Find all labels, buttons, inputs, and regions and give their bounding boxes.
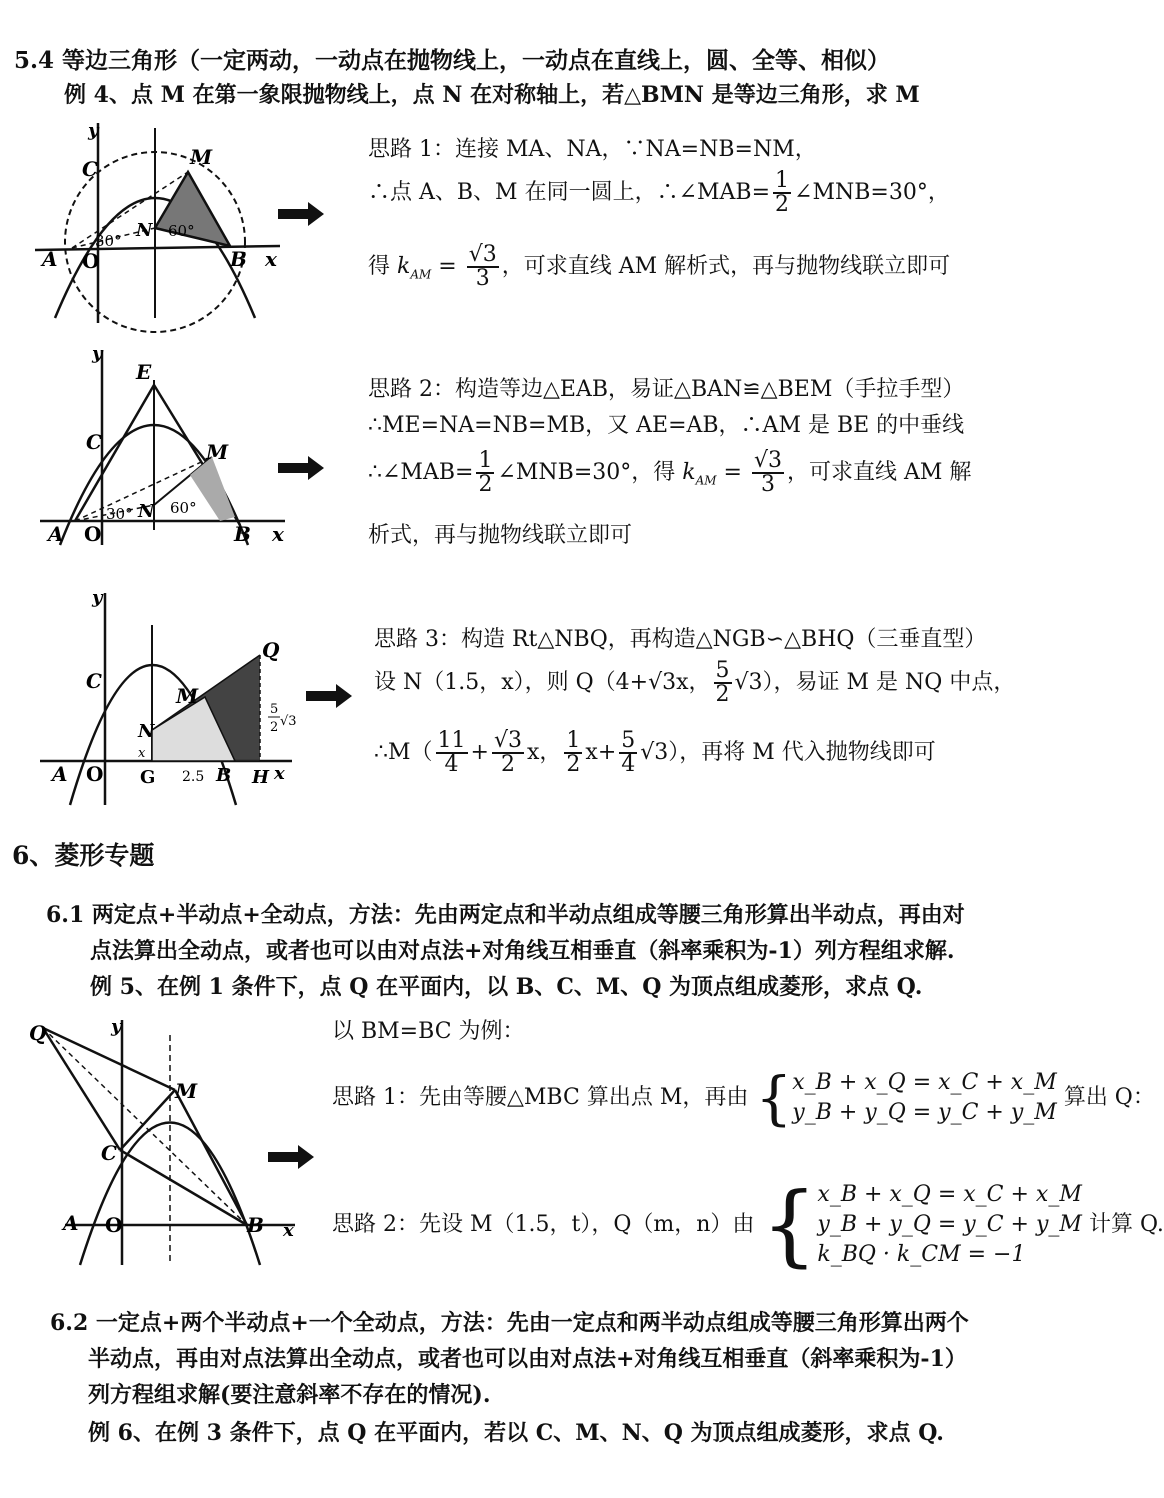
arrow-icon bbox=[268, 1145, 314, 1169]
arrow-icon bbox=[306, 684, 352, 708]
point-b-label-2: B bbox=[234, 522, 251, 546]
point-o-label-3: O bbox=[86, 762, 104, 786]
label-5-over-2-den: 2 bbox=[270, 720, 279, 735]
x-axis-label-3: x bbox=[274, 763, 285, 784]
section-6-heading: 6、菱形专题 bbox=[12, 841, 155, 870]
point-g-label: G bbox=[140, 767, 156, 788]
point-o-label-2: O bbox=[84, 522, 102, 546]
point-m-label-4: M bbox=[175, 1079, 198, 1103]
point-b-label: B bbox=[230, 247, 247, 271]
point-n-label-3: N bbox=[138, 721, 155, 742]
label-5-over-2-num: 5 bbox=[270, 702, 279, 717]
point-o-label-4: O bbox=[105, 1213, 123, 1237]
figure-circle-parabola bbox=[30, 118, 300, 328]
angle-60-label-2: 60° bbox=[170, 499, 197, 517]
idea3-line1: 思路 3：构造 Rt△NBQ，再构造△NGB∽△BHQ（三垂直型） bbox=[374, 627, 987, 652]
point-b-label-4: B bbox=[247, 1213, 264, 1237]
figure-equilateral-eab bbox=[30, 345, 300, 550]
label-sqrt3: √3 bbox=[280, 714, 297, 729]
point-q-label-3: Q bbox=[262, 638, 280, 662]
x-axis-label-2: x bbox=[272, 522, 284, 546]
idea3-line2: 设 N（1.5，x），则 Q（4+√3x， $\frac{5}{2}$ √3），易证 M 是 NQ 中点， bbox=[374, 658, 1016, 707]
point-a-label-3: A bbox=[52, 762, 68, 786]
x-value-label: x bbox=[138, 746, 146, 761]
ex5-idea2: 思路 2：先设 M（1.5，t），Q（m，n）由 { x_B + x_Q = x_C + x_M y_B + y_Q = y_C + y_M k_BQ · k_CM = −1 计算 Q. bbox=[332, 1173, 1164, 1276]
angle-30-label-2: 30° bbox=[106, 505, 133, 523]
s62-line3: 列方程组求解(要注意斜率不存在的情况). bbox=[88, 1382, 491, 1408]
example-4-text: 例 4、点 M 在第一象限抛物线上，点 N 在对称轴上，若△BMN 是等边三角形，求 M bbox=[64, 82, 920, 108]
idea2-line2: ∴ME=NA=NB=MB，又 AE=AB，∴AM 是 BE 的中垂线 bbox=[368, 413, 965, 438]
point-a-label-4: A bbox=[63, 1211, 79, 1235]
point-c-label: C bbox=[82, 157, 98, 181]
figure-rhombus-bmcq bbox=[25, 1010, 310, 1270]
idea1-line3: 得 $k_{AM}$ = $\frac{√3}{3}$ ，可求直线 AM 解析式，再与抛物线联立即可 bbox=[368, 242, 951, 291]
x-axis-label-4: x bbox=[283, 1220, 294, 1241]
point-h-label: H bbox=[252, 767, 270, 788]
idea2-line4: 析式，再与抛物线联立即可 bbox=[368, 523, 633, 548]
ex5-case: 以 BM=BC 为例： bbox=[332, 1019, 525, 1044]
length-2-5-label: 2.5 bbox=[182, 769, 205, 785]
arrow-icon bbox=[278, 202, 324, 226]
point-m-label-3: M bbox=[176, 684, 199, 708]
idea3-line3: ∴M（ $\frac{11}{4}$ + $\frac{√3}{2}$ x， $\frac{1}{2}$ x+ $\frac{5}{4}$ √3），再将 M 代入抛物线即可 bbox=[374, 728, 936, 777]
figure-three-perpendicular bbox=[30, 585, 300, 810]
point-a-label-2: A bbox=[48, 522, 64, 546]
point-a-label: A bbox=[42, 247, 58, 271]
y-axis-label-4: y bbox=[111, 1016, 122, 1037]
idea2-line1: 思路 2：构造等边△EAB，易证△BAN≌△BEM（手拉手型） bbox=[368, 377, 965, 402]
y-axis-label-2: y bbox=[92, 343, 103, 364]
s62-line4: 例 6、在例 3 条件下，点 Q 在平面内，若以 C、M、N、Q 为顶点组成菱形，求点 Q. bbox=[88, 1420, 944, 1446]
angle-60-label: 60° bbox=[168, 222, 195, 240]
point-m-label: M bbox=[190, 145, 213, 169]
idea2-line3: ∴∠MAB= $\frac{1}{2}$ ∠MNB=30°，得 $k_{AM}$ = $\frac{√3}{3}$ ，可求直线 AM 解 bbox=[368, 448, 972, 497]
point-c-label-4: C bbox=[101, 1141, 117, 1165]
idea1-line1: 思路 1：连接 MA、NA，∵NA=NB=NM， bbox=[368, 137, 817, 162]
section-5-4-heading: 5.4 等边三角形（一定两动，一动点在抛物线上，一动点在直线上，圆、全等、相似） bbox=[14, 47, 891, 74]
point-o-label: O bbox=[82, 249, 100, 273]
s62-line2: 半动点，再由对点法算出全动点，或者也可以由对点法+对角线互相垂直（斜率乘积为-1） bbox=[88, 1346, 967, 1372]
point-n-label-2: N bbox=[138, 501, 155, 522]
s61-line3: 例 5、在例 1 条件下，点 Q 在平面内，以 B、C、M、Q 为顶点组成菱形，求点 Q. bbox=[90, 974, 923, 1000]
y-axis-label: y bbox=[88, 120, 99, 141]
arrow-icon bbox=[278, 456, 324, 480]
idea1-line2: ∴点 A、B、M 在同一圆上，∴∠MAB= $\frac{1}{2}$ ∠MNB=30°， bbox=[368, 168, 950, 217]
y-axis-label-3: y bbox=[92, 587, 103, 608]
point-e-label: E bbox=[136, 360, 152, 384]
s62-line1: 6.2 一定点+两个半动点+一个全动点，方法：先由一定点和两半动点组成等腰三角形算出两个 bbox=[50, 1310, 969, 1336]
x-axis-label: x bbox=[265, 247, 277, 271]
point-b-label-3: B bbox=[216, 765, 232, 786]
s61-line2: 点法算出全动点，或者也可以由对点法+对角线互相垂直（斜率乘积为-1）列方程组求解. bbox=[90, 938, 955, 964]
point-c-label-3: C bbox=[86, 669, 102, 693]
point-n-label: N bbox=[136, 220, 153, 241]
ex5-idea1: 思路 1：先由等腰△MBC 算出点 M，再由 { x_B + x_Q = x_C + x_M y_B + y_Q = y_C + y_M 算出 Q： bbox=[332, 1064, 1155, 1132]
point-c-label-2: C bbox=[86, 430, 102, 454]
point-m-label-2: M bbox=[206, 440, 229, 464]
s61-line1: 6.1 两定点+半动点+全动点，方法：先由两定点和半动点组成等腰三角形算出半动点，再由对 bbox=[46, 902, 965, 928]
point-q-label-4: Q bbox=[29, 1021, 47, 1045]
angle-30-label: 30° bbox=[95, 232, 122, 250]
